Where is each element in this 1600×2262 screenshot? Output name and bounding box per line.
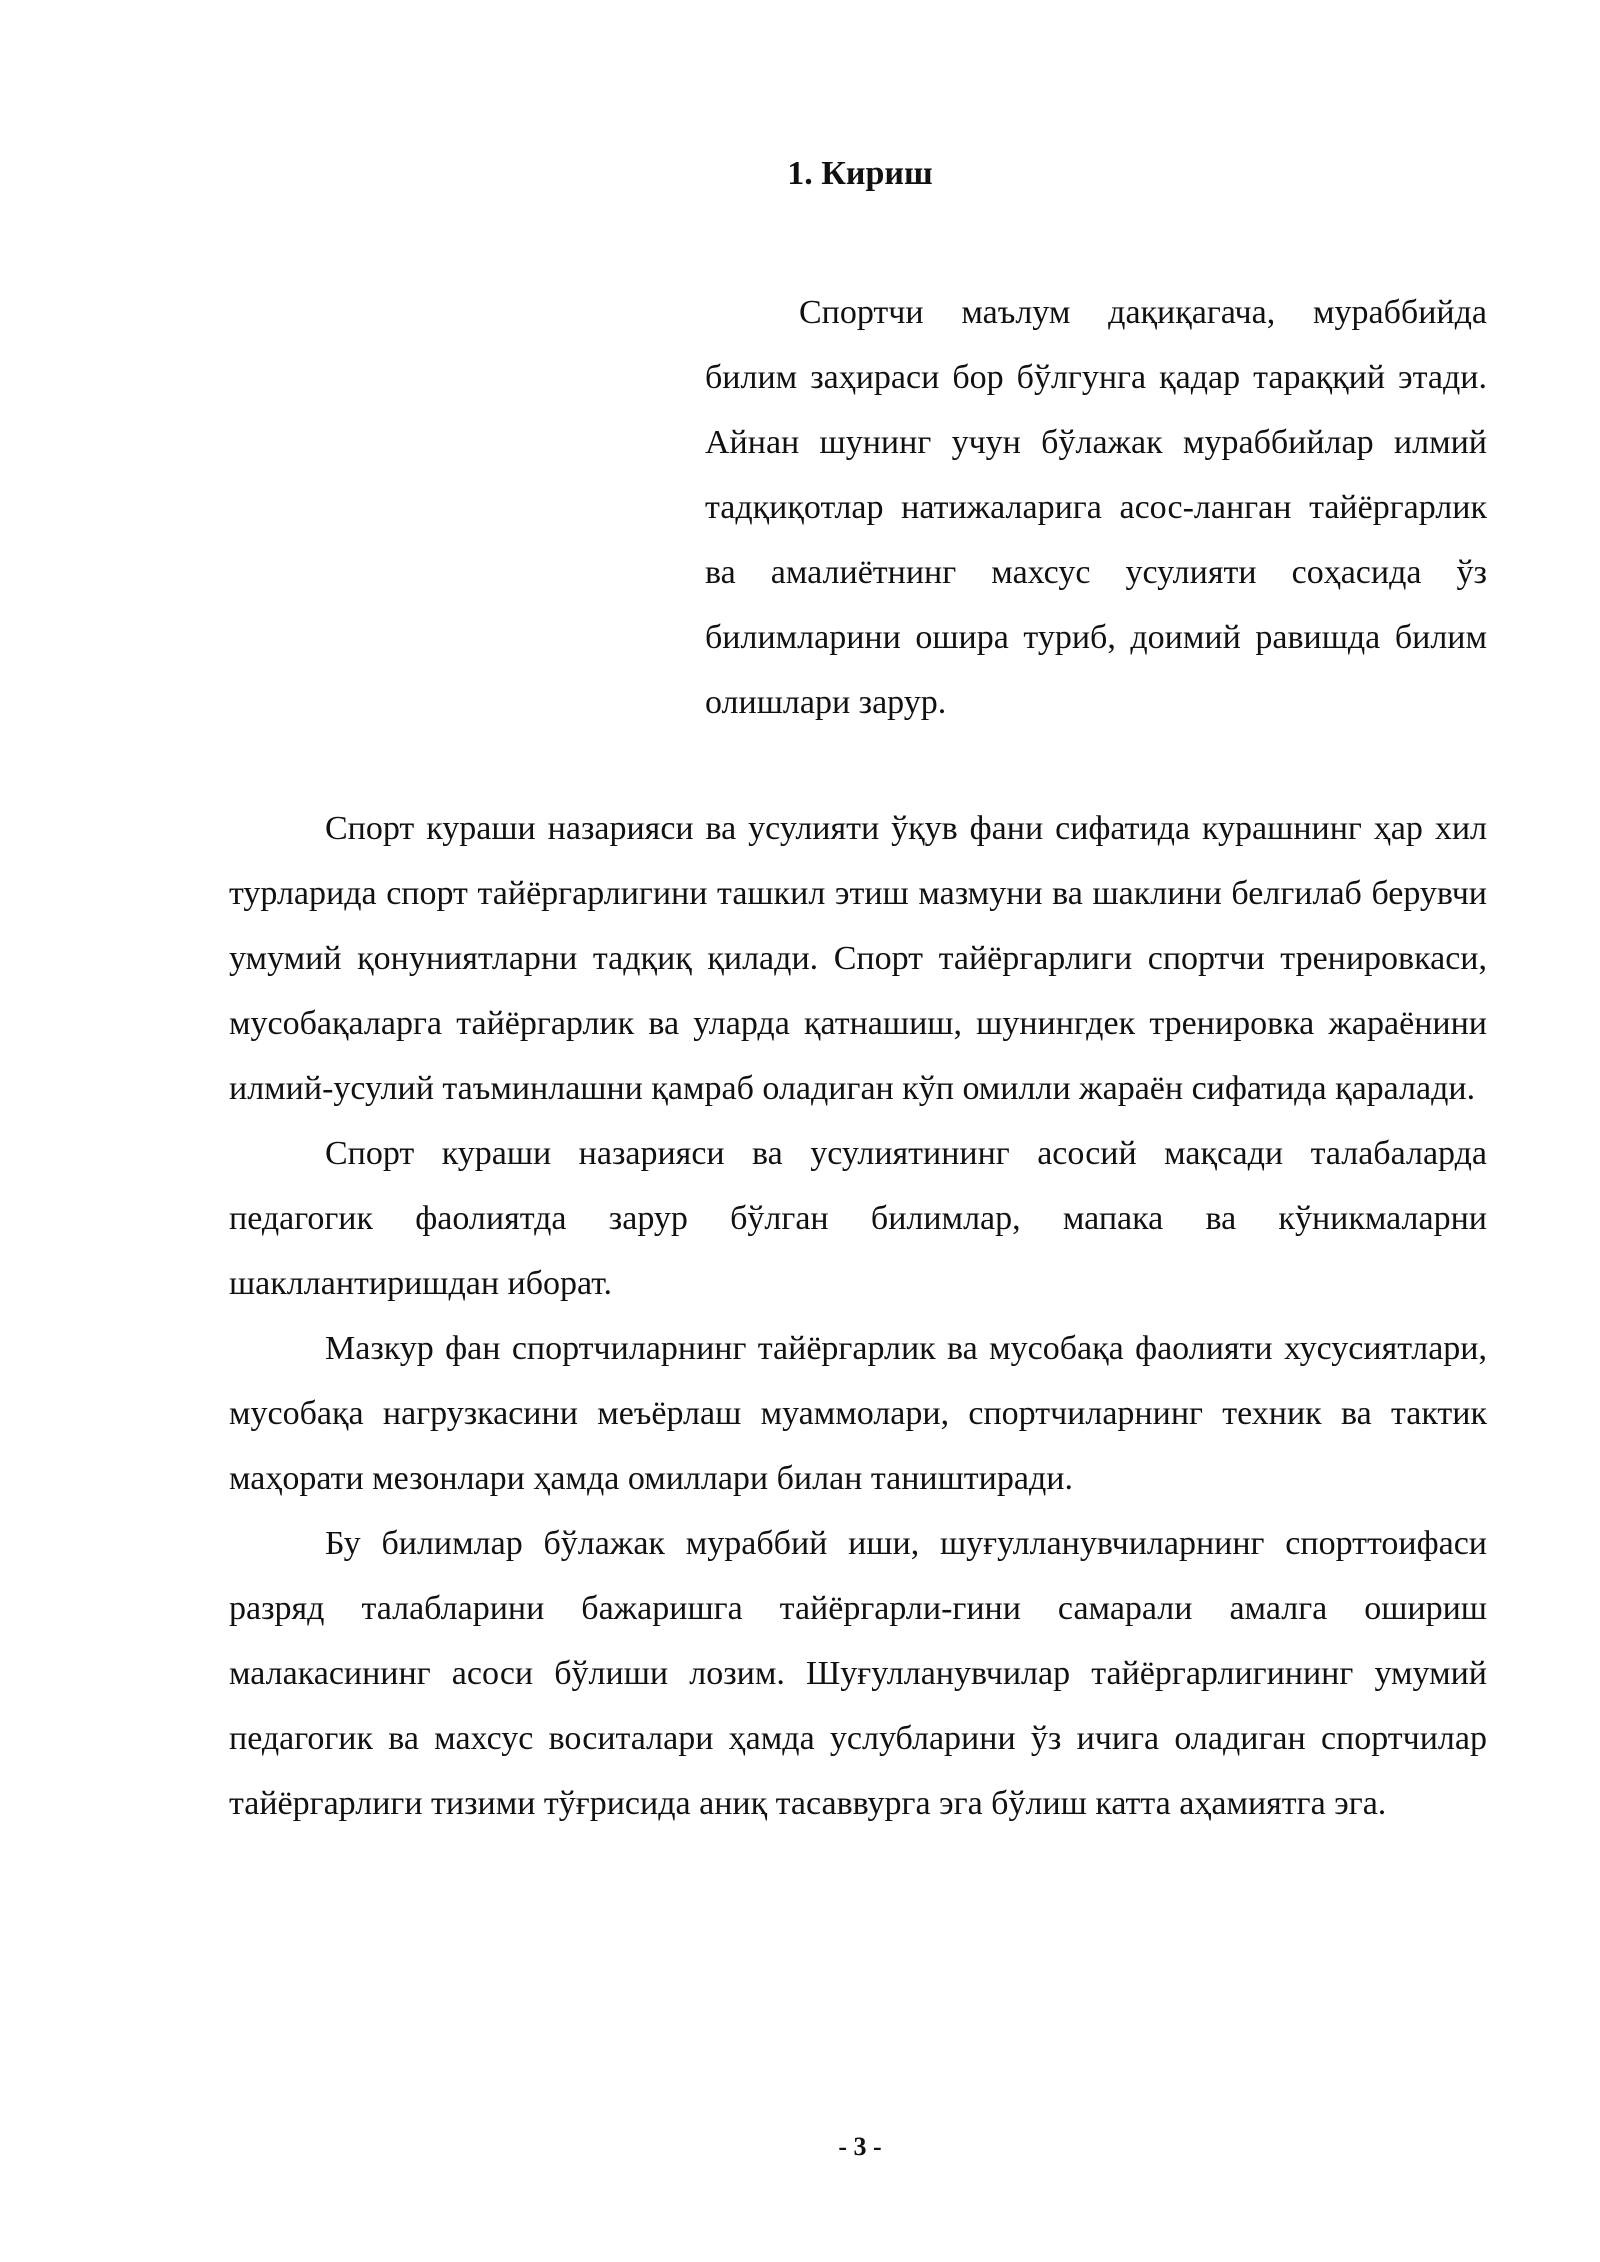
epigraph-paragraph: Спортчи маълум дақиқагача, мураббийда билим заҳираси бор бўлгунга қадар тараққий этади. Айнан шунинг учун бўлажак мураббийлар илмий тадқиқотлар натижаларига асос-ланган тайёргарлик ва амалиётнинг махсус усулияти соҳасида ўз билимларини ошира туриб, доимий равишда билим олишлари зарур. (705, 294, 1487, 721)
paragraph-2: Спорт кураши назарияси ва усулиятининг асосий мақсади талабаларда педагогик фаолиятда зарур бўлган билимлар, мапака ва кўникмаларни шакллантиришдан иборат. (229, 1135, 1487, 1302)
paragraph-4: Бу билимлар бўлажак мураббий иши, шуғулланувчиларнинг спорттоифаси разряд талабларини бажаришга тайёргарли-гини самарали амалга ошириш малакасининг асоси бўлиши лозим. Шуғулланувчилар тайёргарлигининг умумий педагогик ва махсус воситалари ҳамда услубларини ўз ичига оладиган спортчилар тайёргарлиги тизими тўғрисида аниқ тасаввурга эга бўлиш катта аҳамиятга эга. (229, 1525, 1487, 1822)
body-text (229, 796, 1487, 1836)
page-number: - 3 - (838, 2132, 882, 2161)
paragraph-1: Спорт кураши назарияси ва усулияти ўқув фани сифатида курашнинг ҳар хил турларида спорт тайёргарлигини ташкил этиш мазмуни ва шаклини белгилаб берувчи умумий қонуниятларни тадқиқ қилади. Спорт тайёргарлиги спортчи тренировкаси, мусобақаларга тайёргарлик ва уларда қатнашиш, шунингдек тренировка жараёнини илмий-усулий таъминлашни қамраб оладиган кўп омилли жараён сифатида қаралади. (229, 810, 1487, 1107)
section-heading: 1. Кириш (787, 155, 933, 192)
paragraph-3: Мазкур фан спортчиларнинг тайёргарлик ва мусобақа фаолияти хусусиятлари, мусобақа нагрузкасини меъёрлаш муаммолари, спортчиларнинг техник ва тактик маҳорати мезонлари ҳамда омиллари билан таништиради. (229, 1330, 1487, 1497)
